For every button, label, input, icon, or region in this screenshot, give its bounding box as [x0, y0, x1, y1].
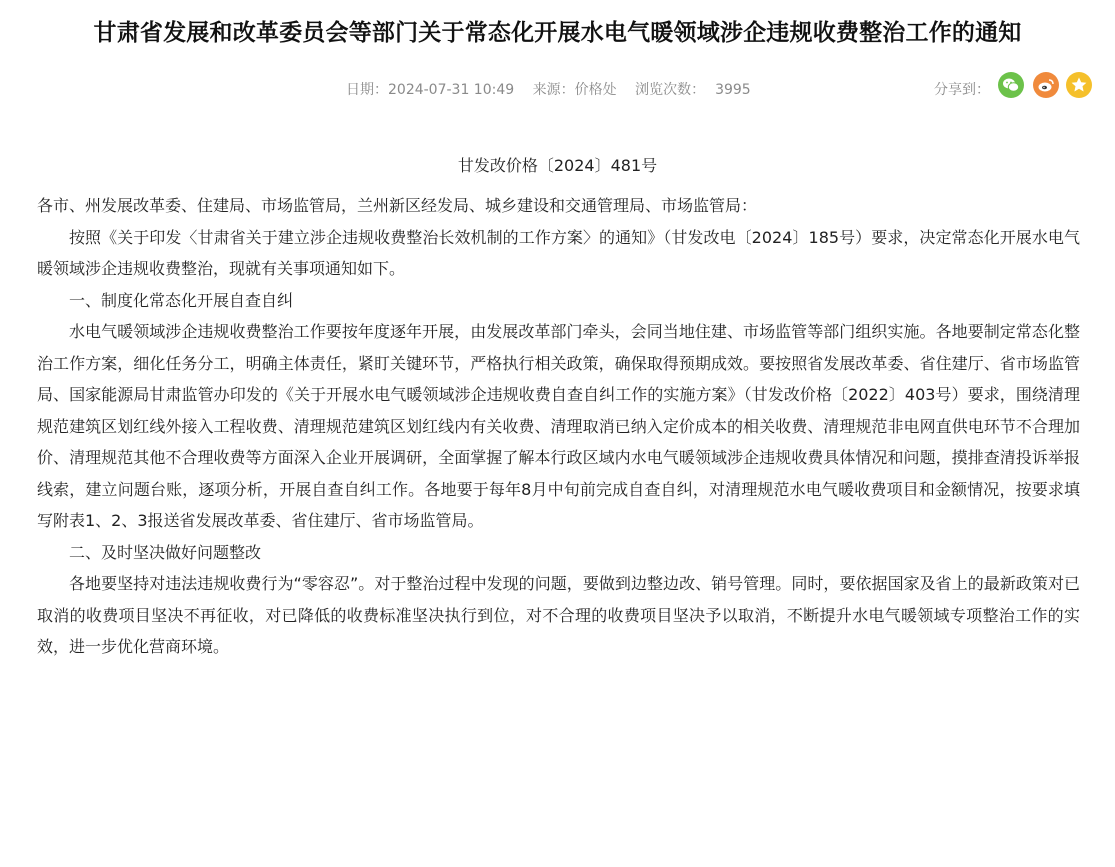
document-number: 甘发改价格〔2024〕481号 [457, 156, 658, 175]
view-count [635, 82, 765, 98]
wechat-icon[interactable] [998, 72, 1024, 98]
share-label: 分享到： [934, 82, 990, 98]
meta-info [346, 79, 765, 99]
section-heading-1: 一、制度化常态化开展自查自纠 [69, 290, 294, 310]
section-heading-2: 二、及时坚决做好问题整改 [69, 542, 262, 562]
view-count-value: 3995 [715, 82, 751, 98]
view-count-label: 浏览次数： [635, 82, 706, 98]
section-body-2: 各地要坚持对违法违规收费行为“零容忍”。对于整治过程中发现的问题，要做到边整边改、销号管理。同时，要依据国家及省上的最新政策对已取消的收费项目坚决不再征收，对已降低的收费标准坚决执行到位，对不合理的收费项目坚决予以取消，不断提升水电气暖领域专项整治工作的实效，进一步优化营商环境。 [37, 574, 1080, 656]
addressee-line: 各市、州发展改革委、住建局、市场监管局，兰州新区经发局、城乡建设和交通管理局、市场监管局： [37, 196, 758, 215]
intro-paragraph: 按照《关于印发〈甘肃省关于建立涉企违规收费整治长效机制的工作方案〉的通知》（甘发改电〔2024〕185号）要求，决定常态化开展水电气暖领域涉企违规收费整治，现就有关事项通知如下。 [37, 227, 1080, 278]
qzone-icon[interactable] [1066, 72, 1092, 98]
article-source: 来源：价格处 [532, 82, 617, 98]
article-meta [0, 78, 1115, 100]
article-title: 甘肃省发展和改革委员会等部门关于常态化开展水电气暖领域涉企违规收费整治工作的通知 [93, 20, 1022, 46]
publish-date: 日期：2024-07-31 10:49 [346, 82, 515, 98]
weibo-icon[interactable] [1033, 72, 1059, 98]
article-body [37, 190, 1080, 663]
section-body-1: 水电气暖领域涉企违规收费整治工作要按年度逐年开展，由发展改革部门牵头，会同当地住建、市场监管等部门组织实施。各地要制定常态化整治工作方案，细化任务分工，明确主体责任，紧盯关键环节，严格执行相关政策，确保取得预期成效。要按照省发展改革委、省住建厅、省市场监管局、国家能源局甘肃监管办印发的《关于开展水电气暖领域涉企违规收费自查自纠工作的实施方案》（甘发改价格〔2022〕403号）要求，围绕清理规范建筑区划红线外接入工程收费、清理规范建筑区划红线内有关收费、清理取消已纳入定价成本的相关收费、清理规范非电网直供电环节不合理加价、清理规范其他不合理收费等方面深入企业开展调研，全面掌握了解本行政区域内水电气暖领域涉企违规收费具体情况和问题，摸排查清投诉举报线索，建立问题台账，逐项分析，开展自查自纠工作。各地要于每年8月中旬前完成自查自纠，对清理规范水电气暖收费项目和金额情况，按要求填写附表1、2、3报送省发展改革委、省住建厅、省市场监管局。 [37, 322, 1080, 530]
